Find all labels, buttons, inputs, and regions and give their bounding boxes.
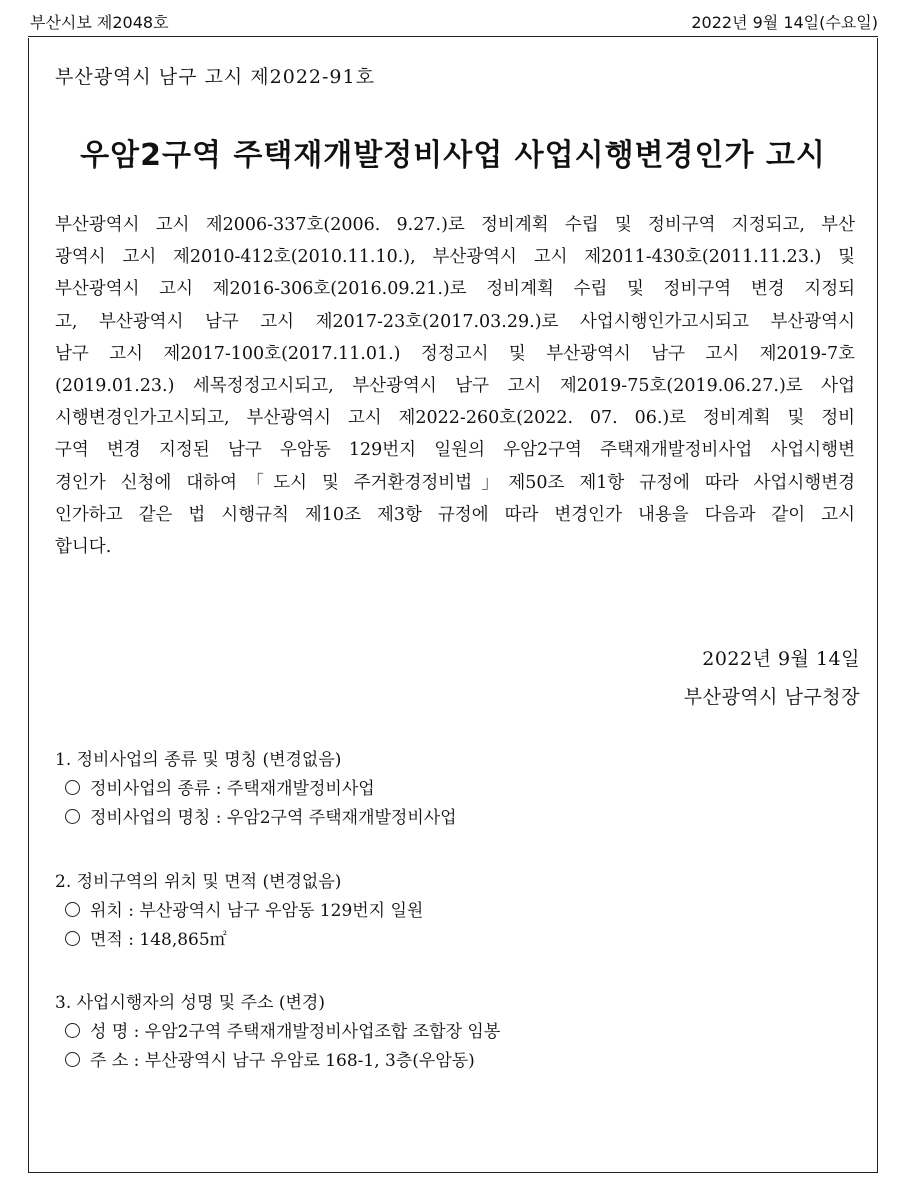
circle-bullet-icon bbox=[65, 902, 80, 917]
notice-number: 부산광역시 남구 고시 제2022-91호 bbox=[55, 66, 375, 88]
body-line: (2019.01.23.) 세목정정고시되고, 부산광역시 남구 고시 제2019-75호(2019.06.27.)로 사업 bbox=[55, 376, 855, 397]
section-heading: 3. 사업시행자의 성명 및 주소 (변경) bbox=[55, 993, 325, 1013]
body-line: 인가하고 같은 법 시행규칙 제10조 제3항 규정에 따라 변경인가 내용을 다음과 같이 고시 bbox=[55, 504, 855, 525]
circle-bullet-icon bbox=[65, 1052, 80, 1067]
list-item-text: 위치 : 부산광역시 남구 우암동 129번지 일원 bbox=[90, 901, 424, 921]
list-item bbox=[55, 926, 423, 955]
list-item bbox=[55, 1018, 500, 1047]
list-item-text: 정비사업의 종류 : 주택재개발정비사업 bbox=[90, 779, 375, 799]
publication-date: 2022년 9월 14일(수요일) bbox=[691, 13, 878, 32]
list-item bbox=[55, 1047, 500, 1076]
body-line: 시행변경인가고시되고, 부산광역시 고시 제2022-260호(2022. 07. 06.)로 정비계획 및 정비 bbox=[55, 408, 855, 429]
section-3 bbox=[55, 989, 500, 1076]
list-item-text: 정비사업의 명칭 : 우암2구역 주택재개발정비사업 bbox=[90, 808, 457, 828]
circle-bullet-icon bbox=[65, 780, 80, 795]
body-line: 광역시 고시 제2010-412호(2010.11.10.), 부산광역시 고시 제2011-430호(2011.11.23.) 및 bbox=[55, 247, 855, 268]
circle-bullet-icon bbox=[65, 1023, 80, 1038]
list-item bbox=[55, 804, 457, 833]
notice-title: 우암2구역 주택재개발정비사업 사업시행변경인가 고시 bbox=[80, 138, 826, 173]
header-rule bbox=[28, 36, 878, 37]
list-item-text: 주 소 : 부산광역시 남구 우암로 168-1, 3층(우암동) bbox=[90, 1051, 475, 1071]
list-item-text: 면적 : 148,865㎡ bbox=[90, 930, 227, 950]
body-line: 부산광역시 고시 제2006-337호(2006. 9.27.)로 정비계획 수립 및 정비구역 지정되고, 부산 bbox=[55, 215, 855, 235]
body-line: 남구 고시 제2017-100호(2017.11.01.) 정정고시 및 부산광역시 남구 고시 제2019-7호 bbox=[55, 343, 855, 364]
list-item bbox=[55, 897, 423, 926]
body-line: 경인가 신청에 대하여「도시 및 주거환경정비법」제50조 제1항 규정에 따라 사업시행변경 bbox=[55, 472, 855, 493]
body-line: 구역 변경 지정된 남구 우암동 129번지 일원의 우암2구역 주택재개발정비사업 사업시행변 bbox=[55, 440, 855, 461]
body-line: 부산광역시 고시 제2016-306호(2016.09.21.)로 정비계획 수립 및 정비구역 변경 지정되 bbox=[55, 279, 855, 300]
section-1 bbox=[55, 746, 457, 833]
page-header bbox=[30, 10, 878, 36]
body-line: 고, 부산광역시 남구 고시 제2017-23호(2017.03.29.)로 사업시행인가고시되고 부산광역시 bbox=[55, 311, 855, 332]
section-2 bbox=[55, 868, 423, 955]
section-heading: 1. 정비사업의 종류 및 명칭 (변경없음) bbox=[55, 750, 342, 770]
notice-issuer: 부산광역시 남구청장 bbox=[683, 686, 860, 708]
publication-label: 부산시보 제2048호 bbox=[30, 13, 169, 32]
notice-body bbox=[55, 209, 855, 563]
body-line: 합니다. bbox=[55, 537, 112, 558]
list-item-text: 성 명 : 우암2구역 주택재개발정비사업조합 조합장 임봉 bbox=[90, 1022, 501, 1042]
circle-bullet-icon bbox=[65, 809, 80, 824]
section-heading: 2. 정비구역의 위치 및 면적 (변경없음) bbox=[55, 872, 342, 892]
notice-date: 2022년 9월 14일 bbox=[702, 648, 860, 670]
circle-bullet-icon bbox=[65, 931, 80, 946]
list-item bbox=[55, 775, 457, 804]
